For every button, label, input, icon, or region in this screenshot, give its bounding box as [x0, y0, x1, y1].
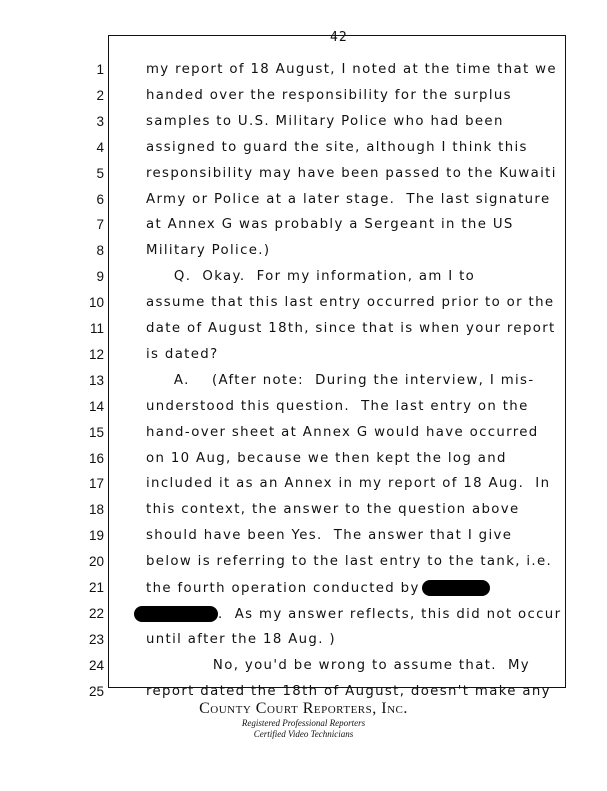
transcript-line — [0, 476, 607, 502]
line-text — [146, 451, 507, 466]
transcript-line — [0, 88, 607, 114]
line-number: 20 — [88, 554, 104, 570]
line-number: 22 — [88, 605, 104, 621]
line-text-content: the fourth operation conducted by — [146, 581, 420, 596]
line-text-content: assigned to guard the site, although I think this — [146, 139, 528, 155]
line-text — [146, 295, 554, 310]
transcript-line — [0, 347, 607, 373]
transcript-line — [0, 373, 607, 399]
line-text-content: should have been Yes. The answer that I give — [146, 528, 513, 544]
line-text — [146, 347, 218, 362]
footer-line-1: Registered Professional Reporters — [241, 718, 366, 728]
line-number: 4 — [96, 139, 104, 155]
transcript-line — [0, 580, 607, 606]
line-number: 19 — [88, 528, 104, 544]
line-text-content: understood this question. The last entry on the — [146, 398, 529, 414]
line-number: 7 — [96, 217, 104, 233]
transcript-line — [0, 217, 607, 243]
line-number: 13 — [88, 372, 104, 388]
line-number: 11 — [89, 321, 104, 336]
line-text — [146, 580, 490, 596]
line-text-content: A. (After note: During the interview, I mis- — [146, 372, 535, 388]
line-text — [146, 114, 504, 129]
line-text — [146, 373, 534, 388]
line-text — [146, 658, 530, 673]
transcript-line — [0, 269, 607, 295]
line-text-content: my report of 18 August, I noted at the time that we — [146, 62, 557, 77]
footer-line-2: Certified Video Technicians — [253, 729, 354, 739]
transcript-line — [0, 554, 607, 580]
line-text-content: until after the 18 Aug. ) — [146, 631, 336, 647]
line-text-content: included it as an Annex in my report of 18 Aug. In — [146, 476, 551, 492]
transcript-line — [0, 114, 607, 140]
line-text-content: hand-over sheet at Annex G would have occurred — [146, 424, 539, 440]
line-text — [146, 243, 270, 258]
line-text — [146, 217, 514, 232]
line-text-content: is dated? — [146, 346, 219, 362]
line-text-content: assume that this last entry occurred prior to or the — [146, 295, 555, 311]
line-text-content: Military Police.) — [146, 243, 271, 259]
line-text-content: date of August 18th, since that is when your report — [146, 321, 556, 336]
line-number: 2 — [96, 87, 104, 103]
line-text-content: samples to U.S. Military Police who had been — [146, 113, 504, 129]
line-text-content: responsibility may have been passed to the Kuwaiti — [146, 165, 557, 181]
page-number: 42 — [330, 30, 348, 45]
transcript-line — [0, 632, 607, 658]
line-text — [146, 321, 556, 336]
line-number: 10 — [88, 295, 104, 311]
transcript-line — [0, 321, 607, 347]
line-number: 16 — [88, 450, 104, 466]
line-number: 15 — [88, 424, 104, 440]
line-number: 12 — [88, 346, 104, 362]
line-number: 6 — [96, 191, 104, 207]
line-text — [146, 684, 551, 699]
line-text-content: on 10 Aug, because we then kept the log and — [146, 450, 507, 466]
line-text — [146, 554, 552, 569]
transcript-line — [0, 192, 607, 218]
line-number: 1 — [96, 62, 104, 77]
line-text — [146, 632, 336, 647]
transcript-line — [0, 140, 607, 166]
line-number: 24 — [88, 657, 104, 673]
line-text — [146, 166, 557, 181]
line-number: 3 — [96, 113, 104, 129]
transcript-line — [0, 606, 607, 632]
line-text-content: Army or Police at a later stage. The last signature — [146, 191, 551, 207]
line-number: 8 — [96, 243, 104, 259]
redaction-block — [422, 580, 490, 596]
line-text-content: No, you'd be wrong to assume that. My — [146, 657, 531, 673]
line-text-content: . As my answer reflects, this did not occur — [218, 606, 562, 622]
line-number: 25 — [88, 683, 104, 699]
line-text — [146, 62, 557, 77]
line-text — [146, 269, 475, 284]
line-number: 14 — [88, 398, 104, 414]
footer-company: County Court Reporters, Inc. — [199, 700, 408, 717]
line-text — [146, 425, 539, 440]
line-text — [146, 399, 529, 414]
line-text — [146, 88, 512, 103]
line-number: 9 — [96, 269, 104, 285]
line-text-content: report dated the 18th of August, doesn't make any — [146, 683, 551, 699]
transcript-line — [0, 528, 607, 554]
line-text — [146, 528, 512, 543]
transcript-line — [0, 166, 607, 192]
line-number: 18 — [88, 502, 104, 518]
transcript-line — [0, 451, 607, 477]
line-number: 23 — [88, 631, 104, 647]
line-text-content: handed over the responsibility for the surplus — [146, 87, 512, 103]
line-text-content: at Annex G was probably a Sergeant in the US — [146, 217, 514, 233]
redaction-block — [134, 606, 218, 622]
line-text — [134, 606, 561, 622]
line-text — [146, 140, 528, 155]
line-number: 21 — [88, 580, 104, 595]
transcript-line — [0, 502, 607, 528]
transcript-line — [0, 658, 607, 684]
line-number: 5 — [96, 165, 104, 181]
line-text — [146, 192, 550, 207]
transcript-line — [0, 62, 607, 88]
line-text — [146, 502, 520, 517]
transcript-line — [0, 399, 607, 425]
line-text-content: Q. Okay. For my information, am I to — [146, 269, 476, 285]
line-number: 17 — [88, 476, 104, 492]
transcript-line — [0, 243, 607, 269]
transcript-line — [0, 425, 607, 451]
line-text — [146, 476, 550, 491]
line-text-content: this context, the answer to the question above — [146, 502, 520, 518]
transcript-line — [0, 295, 607, 321]
line-text-content: below is referring to the last entry to the tank, i.e. — [146, 554, 553, 570]
